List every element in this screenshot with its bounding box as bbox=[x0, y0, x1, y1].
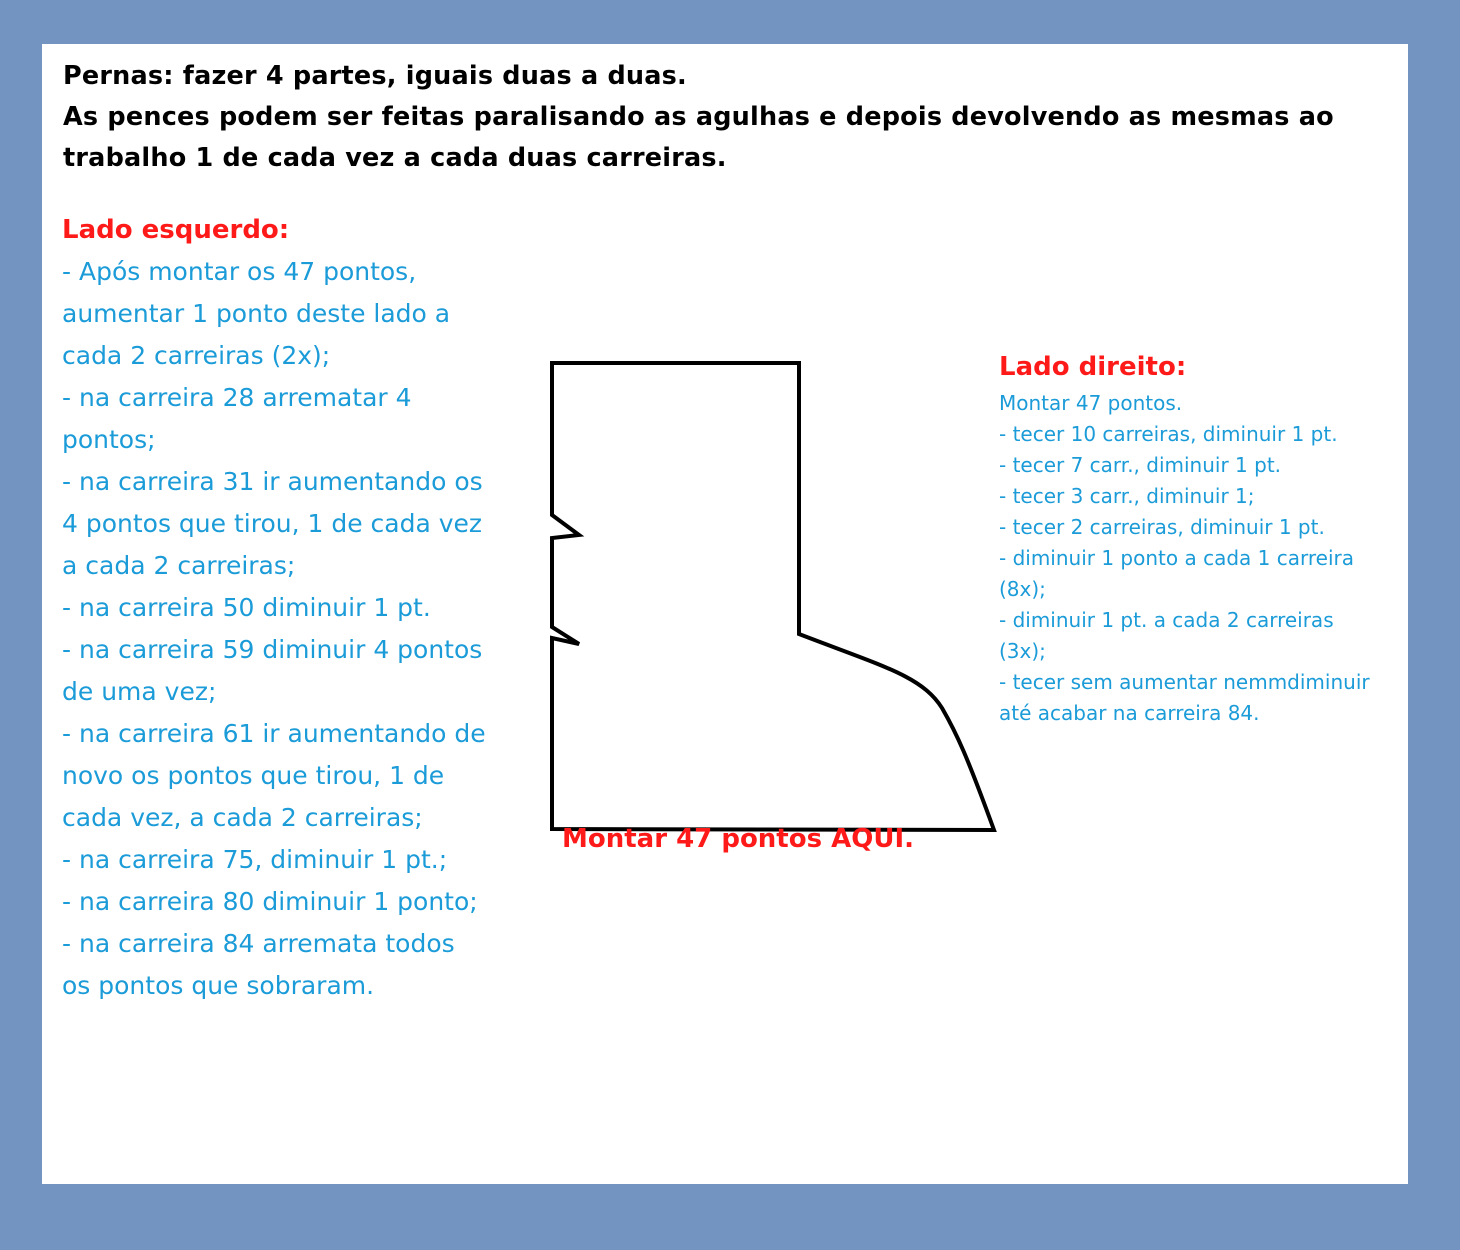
step-line: - na carreira 50 diminuir 1 pt. bbox=[62, 593, 431, 622]
step-line: (3x); bbox=[999, 639, 1046, 663]
step-line: - tecer 10 carreiras, diminuir 1 pt. bbox=[999, 422, 1338, 446]
step-line: - na carreira 75, diminuir 1 pt.; bbox=[62, 845, 448, 874]
step-line: - na carreira 59 diminuir 4 pontos bbox=[62, 635, 483, 664]
left-side-title: Lado esquerdo: bbox=[62, 215, 290, 245]
step-line: - tecer 3 carr., diminuir 1; bbox=[999, 484, 1255, 508]
step-line: Montar 47 pontos. bbox=[999, 391, 1183, 415]
step-line: cada vez, a cada 2 carreiras; bbox=[62, 803, 423, 832]
step-line: - tecer 7 carr., diminuir 1 pt. bbox=[999, 453, 1282, 477]
step-line: - tecer sem aumentar nemmdiminuir bbox=[999, 670, 1370, 694]
right-side-instructions bbox=[999, 346, 1394, 729]
step-line: (8x); bbox=[999, 577, 1046, 601]
step-line: até acabar na carreira 84. bbox=[999, 701, 1260, 725]
step-line: - Após montar os 47 pontos, bbox=[62, 257, 417, 286]
step-line: - na carreira 80 diminuir 1 ponto; bbox=[62, 887, 478, 916]
header-line: trabalho 1 de cada vez a cada duas carreiras. bbox=[63, 143, 727, 173]
header-line: As pences podem ser feitas paralisando as agulhas e depois devolvendo as mesmas ao bbox=[63, 102, 1334, 132]
step-line: - tecer 2 carreiras, diminuir 1 pt. bbox=[999, 515, 1325, 539]
right-side-steps bbox=[999, 388, 1394, 729]
step-line: os pontos que sobraram. bbox=[62, 971, 375, 1000]
step-line: cada 2 carreiras (2x); bbox=[62, 341, 331, 370]
right-side-title: Lado direito: bbox=[999, 352, 1187, 382]
step-line: - na carreira 61 ir aumentando de bbox=[62, 719, 486, 748]
cast-on-note: Montar 47 pontos AQUI. bbox=[562, 824, 915, 854]
step-line: de uma vez; bbox=[62, 677, 217, 706]
step-line: - diminuir 1 pt. a cada 2 carreiras bbox=[999, 608, 1334, 632]
step-line: pontos; bbox=[62, 425, 156, 454]
content-panel bbox=[42, 44, 1408, 1184]
step-line: - na carreira 28 arrematar 4 bbox=[62, 383, 412, 412]
header-line: Pernas: fazer 4 partes, iguais duas a duas. bbox=[63, 61, 687, 91]
step-line: - na carreira 31 ir aumentando os bbox=[62, 467, 483, 496]
step-line: novo os pontos que tirou, 1 de bbox=[62, 761, 445, 790]
step-line: a cada 2 carreiras; bbox=[62, 551, 296, 580]
step-line: - na carreira 84 arremata todos bbox=[62, 929, 455, 958]
step-line: aumentar 1 ponto deste lado a bbox=[62, 299, 451, 328]
leg-pattern-outline bbox=[552, 363, 994, 830]
step-line: - diminuir 1 ponto a cada 1 carreira bbox=[999, 546, 1354, 570]
step-line: 4 pontos que tirou, 1 de cada vez bbox=[62, 509, 483, 538]
